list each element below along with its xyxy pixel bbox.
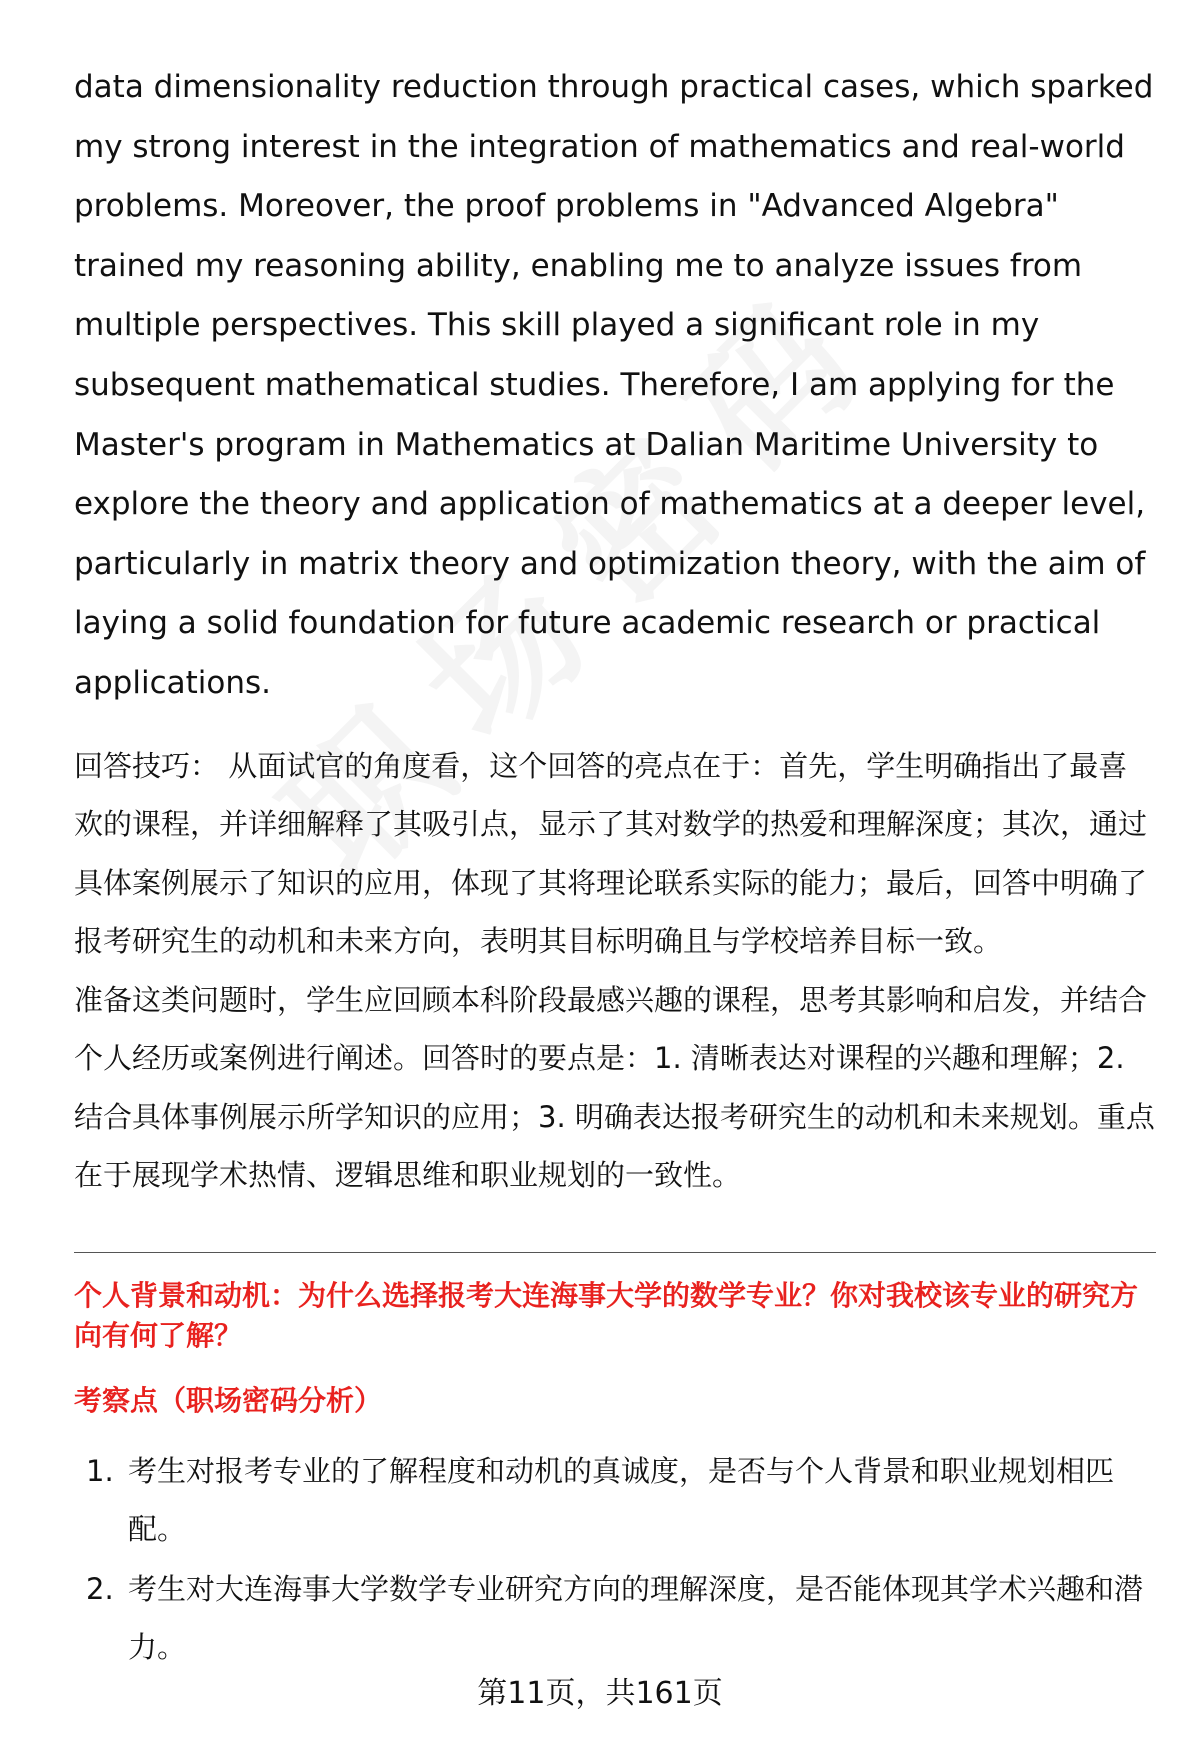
list-item-text: 考生对报考专业的了解程度和动机的真诚度，是否与个人背景和职业规划相匹配。 <box>128 1453 1115 1547</box>
list-item <box>74 1560 1156 1677</box>
preparation-paragraph: 准备这类问题时，学生应回顾本科阶段最感兴趣的课程，思考其影响和启发，并结合个人经历或案例进行阐述。回答时的要点是：1. 清晰表达对课程的兴趣和理解；2. 结合具体事例展示所学知识的应用；3. 明确表达报考研究生的动机和未来规划。重点在于展现学术热情、逻辑思维和职业规划的一致性。 <box>74 982 1155 1193</box>
page-number-footer: 第11页，共161页 <box>477 1676 723 1711</box>
list-item <box>74 1442 1156 1559</box>
list-item-number: 1. <box>86 1453 114 1488</box>
page-content <box>74 58 1156 1678</box>
question-title: 个人背景和动机：为什么选择报考大连海事大学的数学专业？你对我校该专业的研究方向有何了解？ <box>74 1278 1139 1352</box>
answer-paragraph: data dimensionality reduction through practical cases, which sparked my strong interest in the integration of mathematics and real-world problems. Moreover, the proof problems in "Advanced Algebra" trained my reasoning ability, enabling me to analyze issues from multiple perspectives. This skill played a significant role in my subsequent mathematical studies. Therefore, I am applying for the Master's program in Mathematics at Dalian Maritime University to explore the theory and application of mathematics at a deeper level, particularly in matrix theory and optimization theory, with the aim of laying a solid foundation for future academic research or practical applications. <box>74 69 1154 701</box>
list-item-number: 2. <box>86 1571 114 1606</box>
list-item-text: 考生对大连海事大学数学专业研究方向的理解深度，是否能体现其学术兴趣和潜力。 <box>128 1571 1144 1665</box>
analysis-section-title: 考察点（职场密码分析） <box>74 1383 383 1417</box>
assessment-points-list <box>74 1442 1156 1677</box>
answer-tips-paragraph: 回答技巧： 从面试官的角度看，这个回答的亮点在于：首先，学生明确指出了最喜欢的课程，并详细解释了其吸引点，显示了其对数学的热爱和理解深度；其次，通过具体案例展示了知识的应用，体现了其将理论联系实际的能力；最后，回答中明确了报考研究生的动机和未来方向，表明其目标明确且与学校培养目标一致。 <box>74 748 1148 959</box>
section-divider <box>74 1252 1156 1253</box>
